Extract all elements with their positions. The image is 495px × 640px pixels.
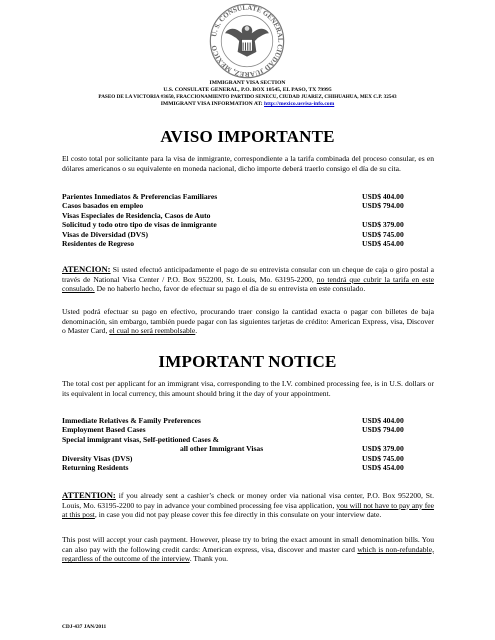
english-intro: The total cost per applicant for an immigrant visa, corresponding to the I.V. combined processing fee, is in U.S. dollars or its equivalent in local currency, this amount should bring it the day of your appointment. <box>62 379 434 398</box>
fee-row: Visas Especiales de Residencia, Casos de Auto <box>62 210 211 220</box>
english-fee-table <box>62 416 434 472</box>
header-info-line <box>0 101 495 108</box>
fee-row: Diversity Visas (DVS) USD$ 745.00 <box>62 453 404 463</box>
header-street-address: PASEO DE LA VICTORIA #3650, FRACCIONAMIENTO PARTIDO SENECU, CIUDAD JUAREZ, CHIHUAHUA, MEX C.P. 32543 <box>98 94 397 100</box>
fee-row: Casos basados en empleo USD$ 794.00 <box>62 201 404 211</box>
spanish-fee-table <box>62 192 434 248</box>
visa-info-link[interactable]: http://mexico.usvisa-info.com <box>264 101 335 107</box>
fee-row: Solicitud y todo otro tipo de visas de inmigrante USD$ 379.00 <box>62 220 404 230</box>
spanish-cash-payment: Usted podrá efectuar su pago en efectivo, procurando traer consigo la cantidad exacta o pagar con billetes de baja denominación, sin embargo, también puede pagar con las siguientes tarjetas de crédito: American Express, visa, Discover o Master Card, el cual no será reembolsable. <box>62 307 434 336</box>
fee-row: Residentes de Regreso USD$ 454.00 <box>62 239 404 249</box>
fee-row: all other Immigrant Visas USD$ 379.00 <box>180 444 404 454</box>
english-cash-payment: This post will accept your cash payment. However, please try to bring the exact amount in small denomination bills. You can also pay with the following credit cards: American express, visa, discover and master card which is non-refundable, regardless of the outcome of the interview. Thank you. <box>62 535 434 564</box>
spanish-title: AVISO IMPORTANTE <box>160 127 335 146</box>
fee-row: Returning Residents USD$ 454.00 <box>62 463 404 473</box>
attention-label: ATTENTION: <box>62 490 116 500</box>
eagle-icon <box>225 25 269 56</box>
form-code: CDJ-437 JAN/2011 <box>62 624 107 630</box>
header-mailing-address: U.S. CONSULATE GENERAL, P.O. BOX 10545, EL PASO, TX 79995 <box>163 87 332 93</box>
seal-ring-text: U. S. CONSULATE GENERAL CIUDAD JUAREZ, MEXICO <box>210 3 285 79</box>
header-section-name: IMMIGRANT VISA SECTION <box>209 80 286 86</box>
header-info-label: IMMIGRANT VISA INFORMATION AT: <box>160 101 263 107</box>
fee-row: Parientes Inmediatos & Preferencias Familiares USD$ 404.00 <box>62 192 404 201</box>
english-title: IMPORTANT NOTICE <box>158 352 337 371</box>
spanish-atencion: ATENCION: Si usted efectuó anticipadamente el pago de su entrevista consular con un cheque de caja o giro postal a través de National Visa Center / P.O. Box 952200, St. Louis, Mo. 63195-2200, no tendrá que cubrir la tarifa en este consulado. De no haberlo hecho, favor de efectuar su pago el día de su entrevista en este consulado. <box>62 264 434 294</box>
consulate-seal-icon <box>208 2 286 80</box>
fee-row: Special immigrant visas, Self-petitioned Cases & <box>62 434 219 444</box>
spanish-intro: El costo total por solicitante para la visa de inmigrante, correspondiente a la tarifa combinada del proceso consular, es en dólares americanos o su equivalente en moneda nacional, dicho importe deberá traerlo consigo el día de su cita. <box>62 154 434 173</box>
fee-row: Employment Based Cases USD$ 794.00 <box>62 425 404 435</box>
english-attention: ATTENTION: if you already sent a cashier’s check or money order via national visa center, P.O. Box 952200, St. Louis, Mo. 63195-2200 to pay in advance your combined processing fee visa application, you will not have to pay any fee at this post, in case you did not pay please cover this fee directly in this consulate on your interview date. <box>62 490 435 520</box>
fee-row: Immediate Relatives & Family Preferences USD$ 404.00 <box>62 416 404 425</box>
atencion-label: ATENCION: <box>62 264 111 274</box>
fee-row: Visas de Diversidad (DVS) USD$ 745.00 <box>62 229 404 239</box>
